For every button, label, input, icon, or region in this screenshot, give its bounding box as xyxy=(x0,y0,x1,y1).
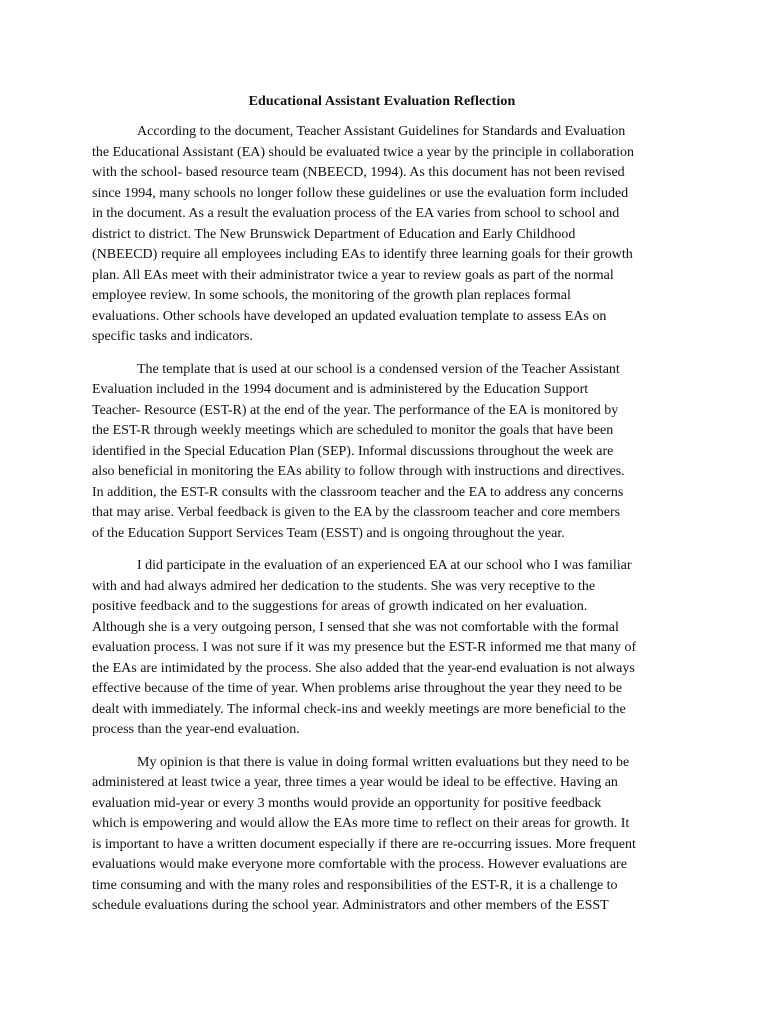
paragraph-line: also beneficial in monitoring the EAs ability to follow through with instructions and directives. xyxy=(92,464,625,479)
paragraph-line: positive feedback and to the suggestions for areas of growth indicated on her evaluation. xyxy=(92,599,588,614)
paragraph-line: evaluation process. I was not sure if it was my presence but the EST-R informed me that many of xyxy=(92,640,637,655)
paragraph-line: that may arise. Verbal feedback is given to the EA by the classroom teacher and core members xyxy=(92,505,621,520)
paragraph-line: the EST-R through weekly meetings which are scheduled to monitor the goals that have been xyxy=(92,423,614,438)
paragraph-line: dealt with immediately. The informal check-ins and weekly meetings are more beneficial to the xyxy=(92,701,626,717)
paragraph-line: the EAs are intimidated by the process. She also added that the year-end evaluation is not always xyxy=(92,660,635,676)
paragraph-line: district to district. The New Brunswick Department of Education and Early Childhood xyxy=(92,226,576,242)
paragraph-line: since 1994, many schools no longer follow these guidelines or use the evaluation form included xyxy=(92,185,629,201)
paragraph-line: with and had always admired her dedication to the students. She was very receptive to the xyxy=(92,578,596,594)
paragraph-line: is important to have a written document especially if there are re-occurring issues. More frequent xyxy=(92,836,636,852)
document-title: Educational Assistant Evaluation Reflection xyxy=(248,94,516,109)
paragraph-3 xyxy=(92,556,672,741)
paragraph-line: evaluation mid-year or every 3 months would provide an opportunity for positive feedback xyxy=(92,795,602,811)
paragraph-2 xyxy=(92,360,672,545)
paragraph-line: effective because of the time of year. When problems arise throughout the year they need to be xyxy=(92,681,623,696)
paragraph-line: specific tasks and indicators. xyxy=(92,329,253,344)
paragraph-line: evaluations. Other schools have developed an updated evaluation template to assess EAs on xyxy=(92,308,607,324)
paragraph-line: the Educational Assistant (EA) should be evaluated twice a year by the principle in collaboration xyxy=(92,144,634,160)
paragraph-line: In addition, the EST-R consults with the classroom teacher and the EA to address any concerns xyxy=(92,484,624,500)
paragraph-line: of the Education Support Services Team (ESST) and is ongoing throughout the year. xyxy=(92,525,565,541)
paragraph-line: (NBEECD) require all employees including EAs to identify three learning goals for their growth xyxy=(92,247,633,262)
paragraph-line: Evaluation included in the 1994 document and is administered by the Education Support xyxy=(92,382,589,397)
paragraph-line: I did participate in the evaluation of an experienced EA at our school who I was familiar xyxy=(137,558,632,573)
paragraph-line: administered at least twice a year, three times a year would be ideal to be effective. Having an xyxy=(92,775,618,790)
paragraph-line: plan. All EAs meet with their administrator twice a year to review goals as part of the normal xyxy=(92,267,614,283)
paragraph-line: The template that is used at our school is a condensed version of the Teacher Assistant xyxy=(137,361,620,377)
paragraph-line: which is empowering and would allow the EAs more time to reflect on their areas for growth. It xyxy=(92,816,630,831)
paragraph-line: in the document. As a result the evaluation process of the EA varies from school to school and xyxy=(92,206,620,221)
paragraph-line: My opinion is that there is value in doing formal written evaluations but they need to be xyxy=(137,754,630,770)
paragraph-4 xyxy=(92,753,672,917)
paragraph-line: employee review. In some schools, the monitoring of the growth plan replaces formal xyxy=(92,288,571,303)
paragraph-1 xyxy=(92,122,672,348)
paragraph-line: schedule evaluations during the school year. Administrators and other members of the ESST xyxy=(92,898,609,913)
paragraph-line: Although she is a very outgoing person, I sensed that she was not comfortable with the formal xyxy=(92,619,619,635)
paragraph-line: identified in the Special Education Plan (SEP). Informal discussions throughout the week are xyxy=(92,443,614,459)
paragraph-line: process than the year-end evaluation. xyxy=(92,722,300,737)
paragraph-line: evaluations would make everyone more comfortable with the process. However evaluations are xyxy=(92,857,627,872)
paragraph-line: time consuming and with the many roles and responsibilities of the EST-R, it is a challenge to xyxy=(92,877,618,893)
paragraph-line: Teacher- Resource (EST-R) at the end of the year. The performance of the EA is monitored by xyxy=(92,402,619,418)
paragraph-line: with the school- based resource team (NBEECD, 1994). As this document has not been revised xyxy=(92,165,625,180)
paragraph-line: According to the document, Teacher Assistant Guidelines for Standards and Evaluation xyxy=(137,124,626,139)
